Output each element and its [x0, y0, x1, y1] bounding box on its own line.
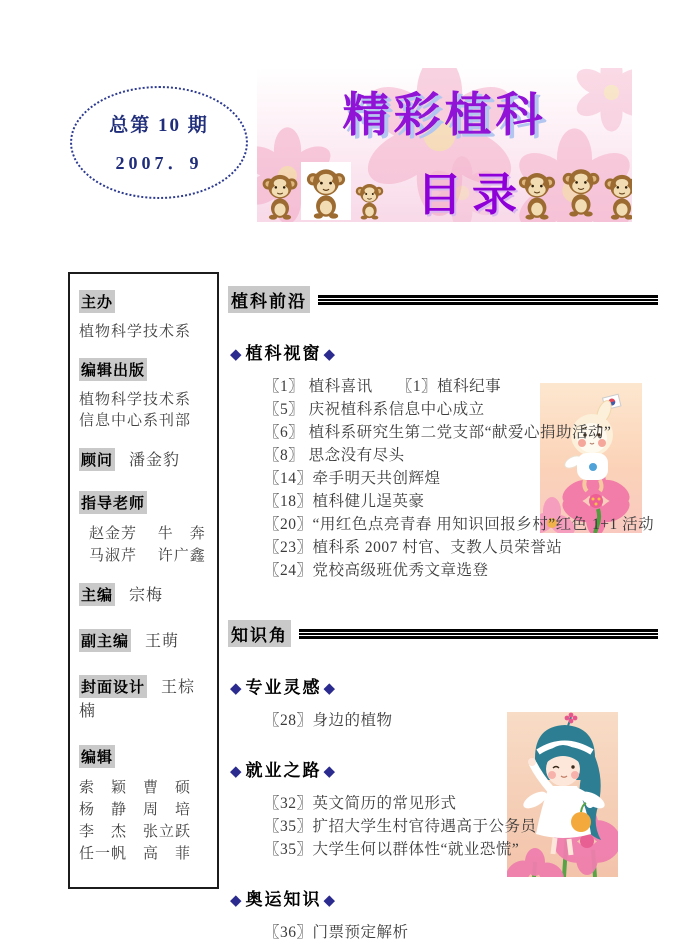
monkey-icon — [559, 164, 603, 217]
toc-item: 〖28〗身边的植物 — [264, 712, 393, 729]
diamond-icon: ◆ — [230, 681, 244, 697]
section-rule — [299, 629, 658, 639]
diamond-icon: ◆ — [230, 347, 244, 363]
masthead-value-line: 杨 静 周 培 — [79, 802, 192, 818]
toc-item: 〖35〗扩招大学生村官待遇高于公务员 — [264, 818, 537, 835]
toc-item: 〖14〗牵手明天共创辉煌 — [264, 470, 441, 487]
masthead-label: 顾问 — [79, 448, 115, 471]
banner-title: 精彩植科 — [342, 90, 547, 142]
toc-subheading-text: 专业灵感 — [245, 678, 322, 697]
masthead-section — [79, 447, 208, 471]
toc-section-title: 植科前沿 — [228, 286, 310, 313]
masthead-value-line: 任一帆 高 菲 — [79, 846, 192, 862]
masthead-value — [79, 777, 208, 865]
masthead-value-line: 李 杰 张立跃 — [79, 824, 192, 840]
spacer — [228, 598, 658, 620]
masthead-label: 主办 — [79, 290, 115, 313]
masthead-section — [79, 358, 208, 432]
masthead-value-line: 赵金芳 牛 奔 — [89, 526, 206, 542]
monkey-icon — [259, 170, 301, 220]
masthead-value: 宗梅 — [129, 587, 164, 604]
diamond-icon: ◆ — [323, 764, 338, 780]
toc-subheading — [228, 756, 658, 781]
monkey-icon — [515, 168, 559, 220]
toc-item: 〖6〗 植科系研究生第二党支部“献爱心捐助活动” — [264, 424, 612, 441]
diamond-icon: ◆ — [323, 681, 338, 697]
toc-item: 〖8〗 思念没有尽头 — [264, 447, 405, 464]
toc-item: 〖24〗党校高级班优秀文章选登 — [264, 562, 489, 579]
toc-section-header — [228, 620, 658, 647]
toc-item-list — [264, 709, 658, 732]
toc-subheading — [228, 885, 658, 910]
issue-badge — [70, 86, 248, 199]
issue-date: 2007．9 — [115, 153, 203, 173]
masthead-value: 王棕楠 — [79, 679, 196, 720]
diamond-icon: ◆ — [230, 893, 244, 909]
toc-item: 〖23〗植科系 2007 村官、支教人员荣誉站 — [264, 539, 563, 556]
masthead-value-line: 信息中心系刊部 — [79, 413, 192, 429]
masthead-value — [79, 523, 208, 567]
toc-item-list — [264, 375, 658, 582]
toc-item: 〖36〗门票预定解析 — [264, 924, 409, 941]
masthead-section — [79, 290, 208, 343]
masthead-section — [79, 674, 208, 721]
masthead-section — [79, 628, 208, 652]
diamond-icon: ◆ — [323, 347, 338, 363]
toc-subheading-text: 就业之路 — [245, 761, 322, 780]
toc-subheading-text: 奥运知识 — [245, 890, 322, 909]
banner-subtitle: 目录 — [417, 170, 528, 220]
spacer — [228, 748, 658, 756]
masthead-value-line: 马淑芹 许广鑫 — [89, 548, 206, 564]
toc-section-title: 知识角 — [228, 620, 291, 647]
masthead-label: 封面设计 — [79, 675, 147, 698]
monkey-icon — [601, 170, 632, 220]
section-rule — [318, 295, 658, 305]
toc-subheading-text: 植科视窗 — [245, 344, 322, 363]
masthead-label: 副主编 — [79, 629, 131, 652]
masthead-label: 主编 — [79, 583, 115, 606]
masthead-value-line: 索 颖 曹 硕 — [79, 780, 192, 796]
diamond-icon: ◆ — [230, 764, 244, 780]
masthead-label: 编辑 — [79, 745, 115, 768]
toc-subheading — [228, 339, 658, 364]
masthead-banner — [257, 68, 632, 222]
toc-item: 〖18〗植科健儿逞英豪 — [264, 493, 425, 510]
monkey-icon — [303, 164, 349, 219]
toc-subheading — [228, 673, 658, 698]
toc — [228, 286, 658, 947]
masthead-value: 植物科学技术系 — [79, 324, 192, 340]
masthead-value: 潘金豹 — [129, 452, 181, 469]
toc-item: 〖35〗大学生何以群体性“就业恐慌” — [264, 841, 520, 858]
masthead-section — [79, 745, 208, 865]
toc-item: 〖1〗 植科喜讯 〖1〗植科纪事 — [264, 378, 502, 395]
masthead-value — [79, 390, 208, 432]
toc-item: 〖5〗 庆祝植科系信息中心成立 — [264, 401, 485, 418]
toc-item: 〖20〗“用红色点亮青春 用知识回报乡村”红色 1+1 活动 — [264, 516, 655, 533]
diamond-icon: ◆ — [323, 893, 338, 909]
toc-section-header — [228, 286, 658, 313]
masthead-label: 编辑出版 — [79, 358, 147, 381]
masthead-value: 王萌 — [145, 633, 180, 650]
toc-item-list — [264, 792, 658, 861]
masthead-value-line: 植物科学技术系 — [79, 392, 192, 408]
masthead-box — [68, 272, 219, 889]
masthead-label: 指导老师 — [79, 491, 147, 514]
masthead-section — [79, 582, 208, 606]
issue-number: 总第 10 期 — [109, 115, 209, 136]
toc-item: 〖32〗英文简历的常见形式 — [264, 795, 457, 812]
masthead-section — [79, 491, 208, 567]
toc-item-list — [264, 921, 658, 944]
monkey-icon — [353, 180, 386, 220]
spacer — [228, 877, 658, 885]
